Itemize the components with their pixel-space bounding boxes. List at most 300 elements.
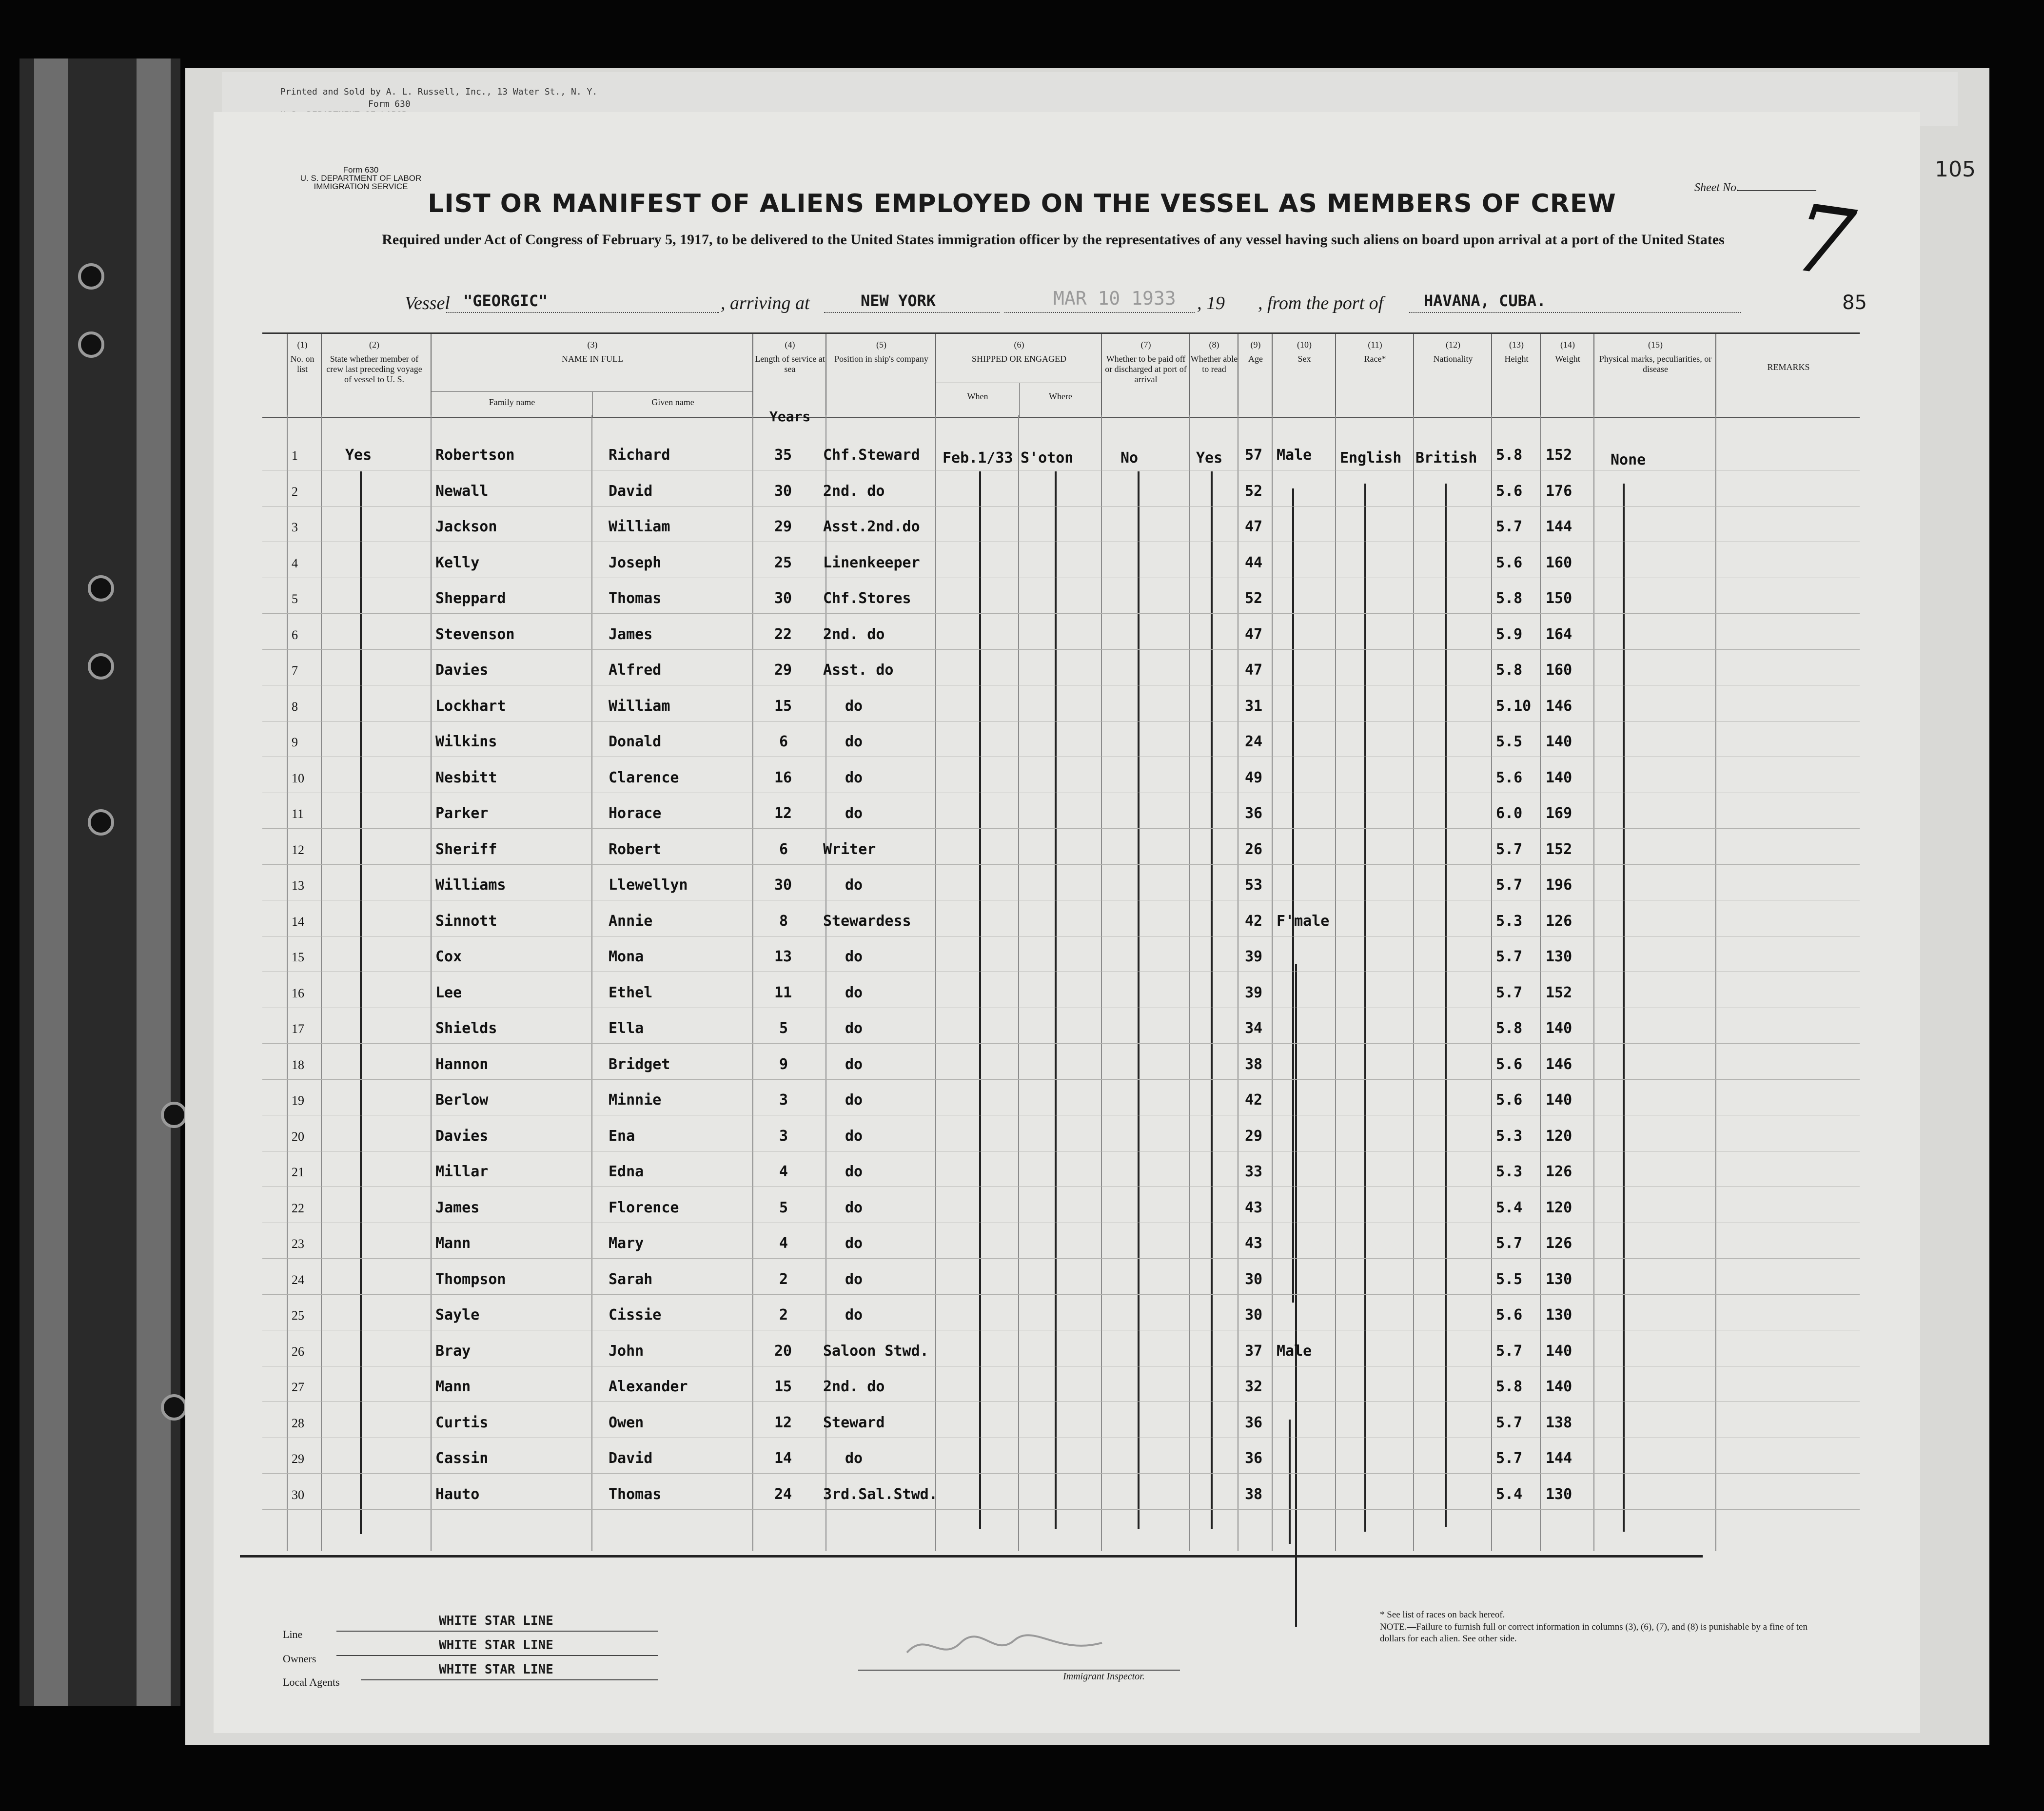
owners-value: WHITE STAR LINE bbox=[439, 1638, 553, 1653]
penalty-note: NOTE.—Failure to furnish full or correct information in columns (3), (6), (7), and (8) is punishable by a fine of ten dollars for each alien. See other side. bbox=[1380, 1622, 1808, 1644]
grid-column-line bbox=[591, 415, 592, 1551]
shipped-where-value: S'oton bbox=[1021, 449, 1074, 467]
grid-column-line bbox=[1018, 415, 1019, 1551]
given-name: Cissie bbox=[609, 1306, 662, 1324]
grid-column-line bbox=[321, 415, 322, 1551]
weight: 140 bbox=[1546, 769, 1572, 786]
family-name: Sinnott bbox=[435, 912, 497, 930]
col-label: Whether to be paid off or discharged at port of arrival bbox=[1105, 354, 1187, 384]
vessel-line bbox=[446, 312, 719, 313]
position: 2nd. do bbox=[823, 1378, 885, 1395]
weight: 126 bbox=[1546, 912, 1572, 930]
races-note: * See list of races on back hereof. bbox=[1380, 1610, 1505, 1620]
given-name: William bbox=[609, 697, 670, 715]
punch-hole bbox=[88, 809, 114, 836]
age: 29 bbox=[1245, 1127, 1263, 1145]
family-name: Berlow bbox=[435, 1091, 489, 1109]
given-name: Annie bbox=[609, 912, 653, 930]
age: 36 bbox=[1245, 1414, 1263, 1431]
col-label: Physical marks, peculiarities, or disease bbox=[1599, 354, 1712, 374]
family-name: Thompson bbox=[435, 1270, 506, 1288]
given-name: Donald bbox=[609, 733, 662, 750]
col-label: REMARKS bbox=[1767, 362, 1810, 372]
age: 57 bbox=[1245, 447, 1263, 464]
position: do bbox=[845, 769, 863, 786]
age: 26 bbox=[1245, 840, 1263, 858]
age: 47 bbox=[1245, 625, 1263, 643]
service-years: 8 bbox=[779, 912, 788, 930]
service-years: 22 bbox=[774, 625, 792, 643]
service-years: 3 bbox=[779, 1091, 788, 1109]
col-header-remarks bbox=[1715, 334, 1861, 417]
col-num: (13) bbox=[1509, 340, 1524, 350]
sheet-number-handwritten: 7 bbox=[1787, 183, 1861, 299]
arriving-line bbox=[824, 312, 1000, 313]
binder-strip bbox=[137, 58, 171, 1706]
weight: 140 bbox=[1546, 1020, 1572, 1037]
from-label: , from the port of bbox=[1258, 293, 1384, 313]
col-label: Whether able to read bbox=[1190, 354, 1238, 374]
page-subtitle: Required under Act of Congress of February 5, 1917, to be delivered to the United States immigration officer by the representatives of any vessel having such aliens on board upon arrival at a port of the United States bbox=[382, 232, 1725, 248]
height: 5.8 bbox=[1496, 662, 1523, 679]
punch-hole bbox=[78, 263, 104, 290]
height: 5.7 bbox=[1496, 1342, 1523, 1360]
given-name: Clarence bbox=[609, 769, 679, 786]
from-port: HAVANA, CUBA. bbox=[1424, 292, 1546, 310]
grid-column-line bbox=[1101, 415, 1102, 1551]
crew-table bbox=[262, 409, 1860, 1551]
given-name: William bbox=[609, 518, 670, 535]
family-name: Cassin bbox=[435, 1450, 489, 1467]
given-name: John bbox=[609, 1342, 644, 1360]
service-years: 2 bbox=[779, 1270, 788, 1288]
position: Asst.2nd.do bbox=[823, 518, 920, 535]
height: 5.6 bbox=[1496, 1091, 1523, 1109]
row-rule bbox=[262, 1509, 1860, 1510]
col-header-3 bbox=[431, 334, 753, 417]
position: Chf.Steward bbox=[823, 447, 920, 464]
position: do bbox=[845, 733, 863, 750]
height: 5.10 bbox=[1496, 697, 1532, 715]
grid-column-line bbox=[1413, 415, 1414, 1551]
given-name: Alfred bbox=[609, 662, 662, 679]
height: 5.6 bbox=[1496, 1306, 1523, 1324]
age: 31 bbox=[1245, 697, 1263, 715]
col-label: Sex bbox=[1297, 354, 1311, 364]
service-years: 11 bbox=[774, 984, 792, 1001]
table-bottom-rule bbox=[240, 1555, 1703, 1558]
age: 49 bbox=[1245, 769, 1263, 786]
form-service: IMMIGRATION SERVICE bbox=[314, 182, 408, 191]
weight: 120 bbox=[1546, 1199, 1572, 1216]
grid-column-line bbox=[1540, 415, 1541, 1551]
row-number: 9 bbox=[292, 735, 298, 749]
punch-hole bbox=[88, 575, 114, 602]
grid-column-line bbox=[1593, 415, 1594, 1551]
given-name: Mona bbox=[609, 948, 644, 965]
inspector-label: Immigrant Inspector. bbox=[1063, 1671, 1145, 1682]
able-to-read-value: Yes bbox=[1196, 449, 1223, 467]
age: 38 bbox=[1245, 1055, 1263, 1073]
service-years: 9 bbox=[779, 1055, 788, 1073]
grid-column-line bbox=[1491, 415, 1492, 1551]
col-num: (9) bbox=[1250, 340, 1261, 350]
row-number: 8 bbox=[292, 699, 298, 714]
date-line bbox=[1004, 312, 1195, 313]
col-num: (8) bbox=[1209, 340, 1219, 350]
binder-edge bbox=[20, 58, 180, 1706]
row-rule bbox=[262, 1079, 1860, 1080]
row-number: 24 bbox=[292, 1272, 304, 1287]
col-header-9 bbox=[1238, 334, 1273, 417]
weight: 146 bbox=[1546, 1055, 1572, 1073]
height: 5.7 bbox=[1496, 876, 1523, 894]
col-num: (7) bbox=[1140, 340, 1151, 350]
weight: 169 bbox=[1546, 805, 1572, 822]
given-name: Florence bbox=[609, 1199, 679, 1216]
given-name: Edna bbox=[609, 1163, 644, 1180]
agents-value: WHITE STAR LINE bbox=[439, 1662, 553, 1677]
row-number: 20 bbox=[292, 1129, 304, 1144]
row-number: 11 bbox=[292, 807, 304, 821]
position: Steward bbox=[823, 1414, 885, 1431]
service-years: 20 bbox=[774, 1342, 792, 1360]
col-label: Nationality bbox=[1433, 354, 1473, 364]
family-name-header: Family name bbox=[489, 397, 535, 407]
row-number: 6 bbox=[292, 627, 298, 642]
family-name: Wilkins bbox=[435, 733, 497, 750]
row-number: 13 bbox=[292, 878, 304, 893]
family-name: Hauto bbox=[435, 1485, 480, 1503]
vessel-label: Vessel bbox=[405, 293, 450, 313]
weight: 160 bbox=[1546, 662, 1572, 679]
given-name: Mary bbox=[609, 1235, 644, 1252]
col-label: State whether member of crew last preceding voyage of vessel to U. S. bbox=[326, 354, 422, 384]
when-header: When bbox=[967, 391, 988, 401]
col-label: Position in ship's company bbox=[834, 354, 928, 364]
height: 5.3 bbox=[1496, 912, 1523, 930]
row-rule bbox=[262, 613, 1860, 614]
row-rule bbox=[262, 1043, 1860, 1044]
position: do bbox=[845, 1270, 863, 1288]
age: 47 bbox=[1245, 662, 1263, 679]
service-years: 2 bbox=[779, 1306, 788, 1324]
owners-rule bbox=[336, 1655, 658, 1656]
age: 43 bbox=[1245, 1235, 1263, 1252]
inspector-signature bbox=[897, 1628, 1112, 1667]
given-name: Bridget bbox=[609, 1055, 670, 1073]
col-label: NAME IN FULL bbox=[562, 354, 623, 364]
age: 44 bbox=[1245, 554, 1263, 571]
page-number: 85 bbox=[1842, 292, 1867, 314]
family-name: Williams bbox=[435, 876, 506, 894]
family-name: Jackson bbox=[435, 518, 497, 535]
row-rule bbox=[262, 649, 1860, 650]
weight: 164 bbox=[1546, 625, 1572, 643]
service-years: 35 bbox=[774, 447, 792, 464]
height: 5.4 bbox=[1496, 1485, 1523, 1503]
row-number: 3 bbox=[292, 520, 298, 534]
row-number: 7 bbox=[292, 663, 298, 678]
col-num: (15) bbox=[1648, 340, 1663, 350]
ditto-line bbox=[1295, 964, 1297, 1627]
family-name: Bray bbox=[435, 1342, 471, 1360]
arriving-label: , arriving at bbox=[721, 293, 810, 313]
col-header-8 bbox=[1189, 334, 1238, 417]
grid-column-line bbox=[1715, 415, 1716, 1551]
family-name: Mann bbox=[435, 1378, 471, 1395]
position: do bbox=[845, 1055, 863, 1073]
service-years: 25 bbox=[774, 554, 792, 571]
date-stamp: MAR 10 1933 bbox=[1053, 288, 1176, 309]
col-label: No. on list bbox=[290, 354, 314, 374]
height: 5.3 bbox=[1496, 1127, 1523, 1145]
family-name: Parker bbox=[435, 805, 489, 822]
column-header bbox=[262, 332, 1860, 418]
height: 5.5 bbox=[1496, 1270, 1523, 1288]
position: do bbox=[845, 1306, 863, 1324]
weight: 196 bbox=[1546, 876, 1572, 894]
col-label: SHIPPED OR ENGAGED bbox=[971, 354, 1066, 364]
grid-column-line bbox=[935, 415, 936, 1551]
service-years: 4 bbox=[779, 1235, 788, 1252]
weight: 150 bbox=[1546, 590, 1572, 607]
family-name: Davies bbox=[435, 1127, 489, 1145]
ditto-line bbox=[1055, 471, 1057, 1529]
height: 5.8 bbox=[1496, 590, 1523, 607]
given-name: Sarah bbox=[609, 1270, 653, 1288]
height: 5.3 bbox=[1496, 1163, 1523, 1180]
service-years: 13 bbox=[774, 948, 792, 965]
position: Writer bbox=[823, 840, 876, 858]
service-years: 29 bbox=[774, 662, 792, 679]
position: do bbox=[845, 876, 863, 894]
weight: 152 bbox=[1546, 447, 1572, 464]
position: 2nd. do bbox=[823, 482, 885, 500]
ditto-line bbox=[1445, 484, 1447, 1527]
row-number: 15 bbox=[292, 950, 304, 964]
sex: Male bbox=[1277, 1342, 1312, 1360]
service-years: 15 bbox=[774, 697, 792, 715]
grid-column-line bbox=[752, 415, 753, 1551]
given-name: Richard bbox=[609, 447, 670, 464]
height: 6.0 bbox=[1496, 805, 1523, 822]
row-rule bbox=[262, 864, 1860, 865]
grid-column-line bbox=[1189, 415, 1190, 1551]
family-name: Sheppard bbox=[435, 590, 506, 607]
row-number: 14 bbox=[292, 914, 304, 929]
family-name: Curtis bbox=[435, 1414, 489, 1431]
age: 47 bbox=[1245, 518, 1263, 535]
weight: 140 bbox=[1546, 733, 1572, 750]
position: Linenkeeper bbox=[823, 554, 920, 571]
race-value: English bbox=[1340, 449, 1402, 467]
from-line bbox=[1409, 312, 1741, 313]
given-name: Alexander bbox=[609, 1378, 688, 1395]
row-number: 29 bbox=[292, 1452, 304, 1466]
position: 2nd. do bbox=[823, 625, 885, 643]
col-num: (5) bbox=[876, 340, 886, 350]
position: do bbox=[845, 1235, 863, 1252]
service-years: 30 bbox=[774, 482, 792, 500]
shipped-when-value: Feb.1/33 bbox=[943, 449, 1013, 467]
given-name: Ena bbox=[609, 1127, 635, 1145]
weight: 130 bbox=[1546, 948, 1572, 965]
service-years: 24 bbox=[774, 1485, 792, 1503]
family-name: James bbox=[435, 1199, 480, 1216]
row-number: 1 bbox=[292, 448, 298, 463]
position: Asst. do bbox=[823, 662, 894, 679]
height: 5.7 bbox=[1496, 984, 1523, 1001]
height: 5.5 bbox=[1496, 733, 1523, 750]
service-years: 12 bbox=[774, 1414, 792, 1431]
sex: F'male bbox=[1277, 912, 1330, 930]
family-name: Millar bbox=[435, 1163, 489, 1180]
row-rule bbox=[262, 1473, 1860, 1474]
age: 43 bbox=[1245, 1199, 1263, 1216]
col-num: (1) bbox=[297, 340, 308, 350]
height: 5.7 bbox=[1496, 840, 1523, 858]
row-number: 23 bbox=[292, 1237, 304, 1251]
position: do bbox=[845, 1091, 863, 1109]
ditto-line bbox=[1289, 1420, 1291, 1544]
stamp-number: 105 bbox=[1935, 157, 1976, 182]
col-header-12 bbox=[1413, 334, 1492, 417]
col-num: (4) bbox=[785, 340, 795, 350]
weight: 144 bbox=[1546, 1450, 1572, 1467]
given-name: James bbox=[609, 625, 653, 643]
ditto-line bbox=[1292, 488, 1294, 1303]
family-name: Lockhart bbox=[435, 697, 506, 715]
row-number: 12 bbox=[292, 842, 304, 857]
age: 24 bbox=[1245, 733, 1263, 750]
paid-off-value: No bbox=[1120, 449, 1139, 467]
family-name: Sayle bbox=[435, 1306, 480, 1324]
col-header-5 bbox=[825, 334, 936, 417]
service-years: 14 bbox=[774, 1450, 792, 1467]
ditto-line bbox=[1138, 471, 1140, 1529]
age: 53 bbox=[1245, 876, 1263, 894]
position: Stewardess bbox=[823, 912, 911, 930]
punch-hole bbox=[78, 331, 104, 358]
height: 5.9 bbox=[1496, 625, 1523, 643]
row-number: 28 bbox=[292, 1416, 304, 1430]
service-years: 15 bbox=[774, 1378, 792, 1395]
family-name: Robertson bbox=[435, 447, 515, 464]
weight: 152 bbox=[1546, 840, 1572, 858]
age: 39 bbox=[1245, 984, 1263, 1001]
position: do bbox=[845, 1127, 863, 1145]
age: 42 bbox=[1245, 1091, 1263, 1109]
col-header-10 bbox=[1272, 334, 1336, 417]
given-name-header: Given name bbox=[651, 397, 694, 407]
page-title: LIST OR MANIFEST OF ALIENS EMPLOYED ON THE VESSEL AS MEMBERS OF CREW bbox=[428, 189, 1616, 218]
nationality-value: British bbox=[1415, 449, 1477, 467]
form-department: U. S. DEPARTMENT OF LABOR bbox=[300, 174, 422, 183]
service-years: 29 bbox=[774, 518, 792, 535]
prev-voyage-value: Yes bbox=[345, 447, 372, 464]
printer-line: Printed and Sold by A. L. Russell, Inc., 13 Water St., N. Y. bbox=[280, 87, 598, 97]
row-number: 4 bbox=[292, 556, 298, 570]
weight: 130 bbox=[1546, 1270, 1572, 1288]
inspector-rule bbox=[858, 1670, 1180, 1671]
age: 32 bbox=[1245, 1378, 1263, 1395]
row-number: 21 bbox=[292, 1165, 304, 1179]
position: do bbox=[845, 1163, 863, 1180]
service-years: 5 bbox=[779, 1199, 788, 1216]
col-header-4 bbox=[752, 334, 826, 417]
family-name: Davies bbox=[435, 662, 489, 679]
punch-hole bbox=[161, 1102, 187, 1128]
physical-marks-value: None bbox=[1611, 451, 1646, 468]
given-name: Minnie bbox=[609, 1091, 662, 1109]
col-label: Height bbox=[1504, 354, 1529, 364]
age: 36 bbox=[1245, 1450, 1263, 1467]
agents-rule bbox=[361, 1679, 658, 1680]
row-rule bbox=[262, 1294, 1860, 1295]
row-number: 26 bbox=[292, 1344, 304, 1359]
ditto-line bbox=[360, 471, 362, 1534]
row-number: 16 bbox=[292, 986, 304, 1000]
height: 5.8 bbox=[1496, 1378, 1523, 1395]
grid-column-line bbox=[1335, 415, 1336, 1551]
age: 52 bbox=[1245, 482, 1263, 500]
age: 38 bbox=[1245, 1485, 1263, 1503]
family-name: Hannon bbox=[435, 1055, 489, 1073]
position: Saloon Stwd. bbox=[823, 1342, 929, 1360]
age: 37 bbox=[1245, 1342, 1263, 1360]
under-form-no: Form 630 bbox=[368, 99, 411, 109]
age: 39 bbox=[1245, 948, 1263, 965]
col-num: (2) bbox=[369, 340, 379, 350]
line-value: WHITE STAR LINE bbox=[439, 1614, 553, 1628]
weight: 140 bbox=[1546, 1091, 1572, 1109]
family-name: Mann bbox=[435, 1235, 471, 1252]
sheet-label: Sheet No. bbox=[1694, 181, 1739, 194]
weight: 152 bbox=[1546, 984, 1572, 1001]
height: 5.6 bbox=[1496, 1055, 1523, 1073]
position: Chf.Stores bbox=[823, 590, 911, 607]
age: 30 bbox=[1245, 1306, 1263, 1324]
height: 5.8 bbox=[1496, 1020, 1523, 1037]
height: 5.7 bbox=[1496, 1414, 1523, 1431]
vessel-name: "GEORGIC" bbox=[463, 292, 548, 310]
given-name: David bbox=[609, 1450, 653, 1467]
position: do bbox=[845, 948, 863, 965]
row-number: 27 bbox=[292, 1380, 304, 1394]
arriving-port: NEW YORK bbox=[861, 292, 936, 310]
height: 5.7 bbox=[1496, 1235, 1523, 1252]
col-header-11 bbox=[1335, 334, 1414, 417]
weight: 120 bbox=[1546, 1127, 1572, 1145]
grid-column-line bbox=[287, 415, 288, 1551]
family-name: Newall bbox=[435, 482, 489, 500]
col-label: Race* bbox=[1364, 354, 1386, 364]
family-name: Kelly bbox=[435, 554, 480, 571]
weight: 140 bbox=[1546, 1378, 1572, 1395]
col-num: (3) bbox=[587, 340, 598, 350]
line-rule bbox=[336, 1631, 658, 1632]
age: 30 bbox=[1245, 1270, 1263, 1288]
sex: Male bbox=[1277, 447, 1312, 464]
position: do bbox=[845, 697, 863, 715]
service-years: 6 bbox=[779, 733, 788, 750]
given-name: Joseph bbox=[609, 554, 662, 571]
row-number: 25 bbox=[292, 1308, 304, 1323]
given-name: Ella bbox=[609, 1020, 644, 1037]
weight: 160 bbox=[1546, 554, 1572, 571]
row-rule bbox=[262, 1258, 1860, 1259]
